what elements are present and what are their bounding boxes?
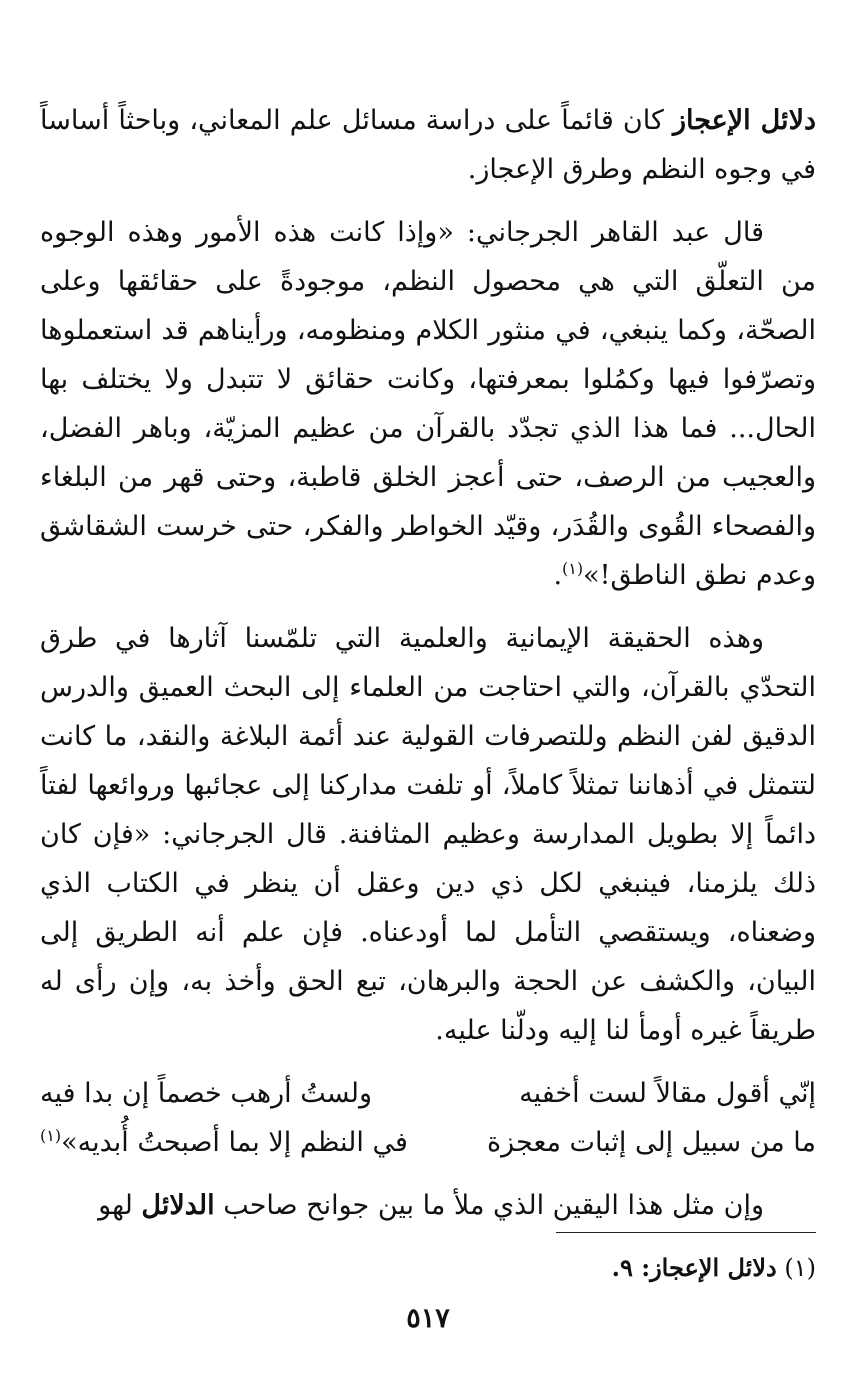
footnote-source: دلائل الإعجاز	[650, 1253, 777, 1282]
footnote-reference: (١)	[562, 559, 584, 578]
page-number: ٥١٧	[406, 1303, 450, 1334]
paragraph-4-before: وإن مثل هذا اليقين الذي ملأ ما بين جوانح صاحب	[214, 1190, 764, 1221]
footnote-divider	[556, 1232, 816, 1233]
footnote-number: (١)	[784, 1254, 816, 1282]
paragraph-2-end: .	[553, 560, 563, 591]
poem-verses	[40, 1069, 816, 1167]
footnote-page: : ٩.	[611, 1253, 651, 1282]
paragraph-3-text: وهذه الحقيقة الإيمانية والعلمية التي تلمّسنا آثارها في طرق التحدّي بالقرآن، والتي احتاجت من العلماء إلى البحث العميق والدرس الدقيق لفن النظم وللتصرفات القولية عند أئمة البلاغة والنقد، ما كانت لتتمثل في أذهاننا تمثلاً كاملاً، أو تلفت مداركنا إلى عجائبها وروائعها لفتاً دائماً إلا بطويل المدارسة وعظيم المثافنة. قال الجرجاني: «فإن كان ذلك يلزمنا، فينبغي لكل ذي دين وعقل أن ينظر في الكتاب الذي وضعناه، ويستقصي التأمل لما أودعناه. فإن علم أنه الطريق إلى البيان، والكشف عن الحجة والبرهان، تبع الحق وأخذ به، وإن رأى له طريقاً غيره أومأ لنا إليه ودلّنا عليه.	[40, 623, 817, 1046]
verse-line	[40, 1118, 816, 1167]
verse-second-hemistich: في النظم إلا بما أصبحتُ أُبديه»	[61, 1127, 408, 1158]
paragraph-3	[40, 614, 816, 1055]
paragraph-1-text: كان قائماً على دراسة مسائل علم المعاني، وباحثاً أساساً في وجوه النظم وطرق الإعجاز.	[40, 105, 816, 185]
verse-first-hemistich: إنّي أقول مقالاً لست أخفيه	[519, 1078, 816, 1109]
verse-second-hemistich-with-note	[40, 1118, 408, 1167]
footnote	[612, 1250, 816, 1286]
paragraph-2-quote	[40, 208, 816, 600]
verse-first-hemistich: ما من سبيل إلى إثبات معجزة	[487, 1127, 816, 1158]
paragraph-4-after: لهو	[98, 1190, 142, 1221]
footnote-reference: (١)	[40, 1126, 62, 1145]
verse-line	[40, 1069, 816, 1118]
book-title-reference: دلائل الإعجاز	[672, 105, 816, 136]
paragraph-4	[40, 1181, 816, 1230]
main-text	[40, 96, 816, 1244]
verse-second-hemistich: ولستُ أرهب خصماً إن بدا فيه	[40, 1078, 373, 1109]
paragraph-2-text: قال عبد القاهر الجرجاني: «وإذا كانت هذه الأمور وهذه الوجوه من التعلّق التي هي محصول النظم، موجودةً على حقائقها وعلى الصحّة، وكما ينبغي، في منثور الكلام ومنظومه، ورأيناهم قد استعملوها وتصرّفوا فيها وكمُلوا بمعرفتها، وكانت حقائق لا تتبدل ولا يختلف بها الحال... فما هذا الذي تجدّد بالقرآن من عظيم المزيّة، وباهر الفضل، والعجيب من الرصف، حتى أعجز الخلق قاطبة، وحتى قهر من البلغاء والفصحاء القُوى والقُدَر، وقيّد الخواطر والفكر، حتى خرست الشقاشق وعدم نطق الناطق!»	[40, 217, 816, 591]
book-short-title: الدلائل	[141, 1190, 215, 1221]
paragraph-1	[40, 96, 816, 194]
